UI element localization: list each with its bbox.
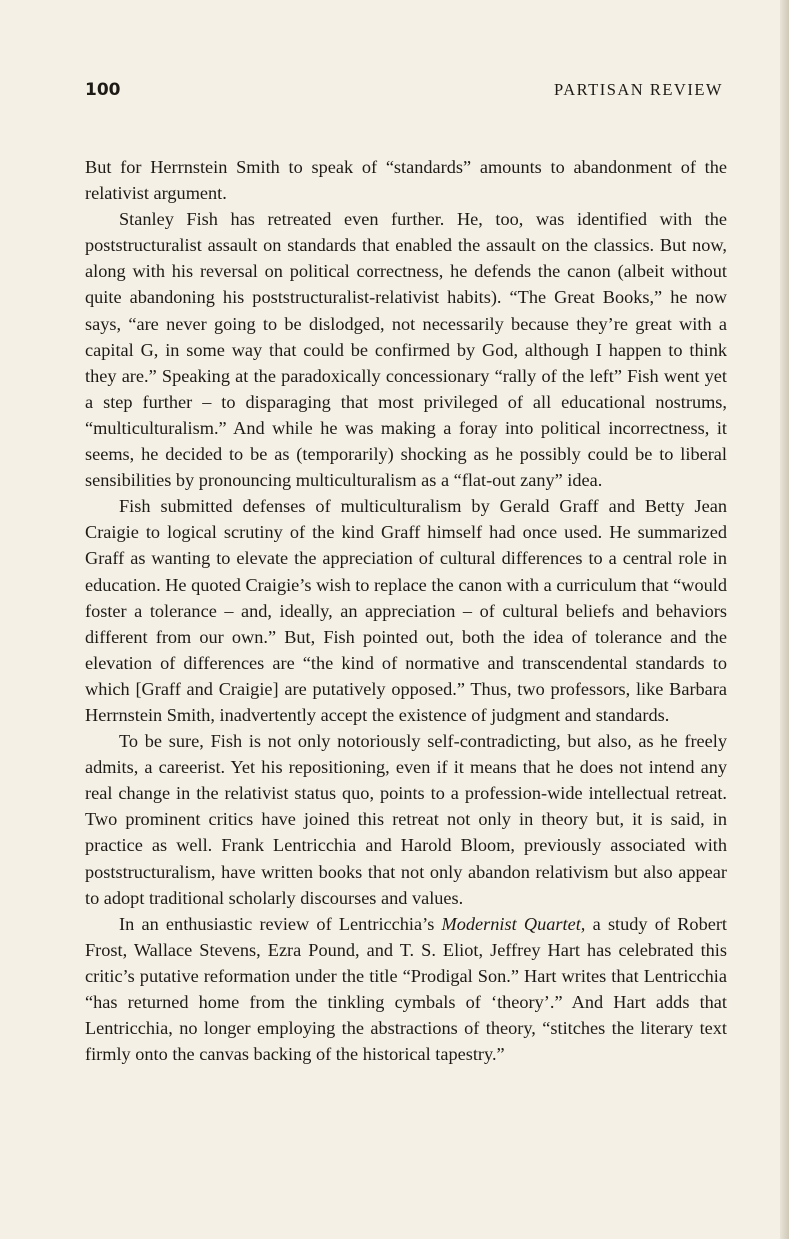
text-run: In an enthusiastic review of Lentricchia’s <box>119 913 442 934</box>
paragraph-1 <box>85 154 727 206</box>
text-run: Fish submitted defenses of multiculturalism by Gerald Graff and Betty Jean Craigie to logical scrutiny of the kind Graff himself had once used. He summarized Graff as wanting to elevate the appreciation of cultural differences to a central role in education. He quoted Craigie’s wish to replace the canon with a curriculum that “would foster a tolerance – and, ideally, an appreciation – of cultural beliefs and behaviors different from our own.” But, Fish pointed out, both the idea of tolerance and the elevation of differences are “the kind of normative and transcendental standards to which [Graff and Craigie] are putatively opposed.” Thus, two professors, like Barbara Herrnstein Smith, inadvertently accept the existence of judgment and standards. <box>85 496 727 725</box>
text-run: To be sure, Fish is not only notoriously self-contradicting, but also, as he freely admits, a careerist. Yet his repositioning, even if it means that he does not intend any real change in the relativist status quo, points to a profession-wide intellectual retreat. Two prominent critics have joined this retreat not only in theory but, it is said, in practice as well. Frank Lentricchia and Harold Bloom, previously associated with poststructuralism, have written books that not only abandon relativism but also appear to adopt traditional scholarly discourses and values. <box>85 731 727 908</box>
paragraph-3 <box>85 493 727 728</box>
page-edge-shadow <box>780 0 789 1239</box>
page-header <box>85 80 723 106</box>
body-text <box>85 154 727 1067</box>
page-number: 100 <box>85 80 121 100</box>
text-run: Stanley Fish has retreated even further. He, too, was identified with the poststructuralist assault on standards that enabled the assault on the classics. But now, along with his reversal on political correctness, he defends the canon (albeit without quite abandoning his poststructuralist-relativist habits). “The Great Books,” he now says, “are never going to be dislodged, not necessarily because they’re great with a capital G, in some way that could be confirmed by God, although I happen to think they are.” Speaking at the paradoxically concessionary “rally of the left” Fish went yet a step further – to disparaging that most privileged of all educational nostrums, “multiculturalism.” And while he was making a foray into political incorrectness, it seems, he decided to be as (temporarily) shocking as he possibly could be to liberal sensibilities by pronouncing multiculturalism as a “flat-out zany” idea. <box>85 209 727 491</box>
paragraph-4 <box>85 728 727 911</box>
text-run: a study of Robert Frost, Wallace Stevens, Ezra Pound, and T. S. Eliot, Jeffrey Hart has celebrated this critic’s putative reformation under the title “Prodigal Son.” Hart writes that Lentricchia “has returned home from the tinkling cymbals of ‘theory’.” And Hart adds that Lentricchia, no longer employing the abstractions of theory, “stitches the literary text firmly onto the canvas backing of the historical tapestry.” <box>85 913 727 1065</box>
paragraph-2 <box>85 206 727 493</box>
book-title: Modernist Quartet, <box>441 913 586 934</box>
text-run: But for Herrnstein Smith to speak of “standards” amounts to abandonment of the relativist argument. <box>85 157 727 204</box>
running-head: PARTISAN REVIEW <box>554 80 723 99</box>
paragraph-5 <box>85 911 727 1068</box>
